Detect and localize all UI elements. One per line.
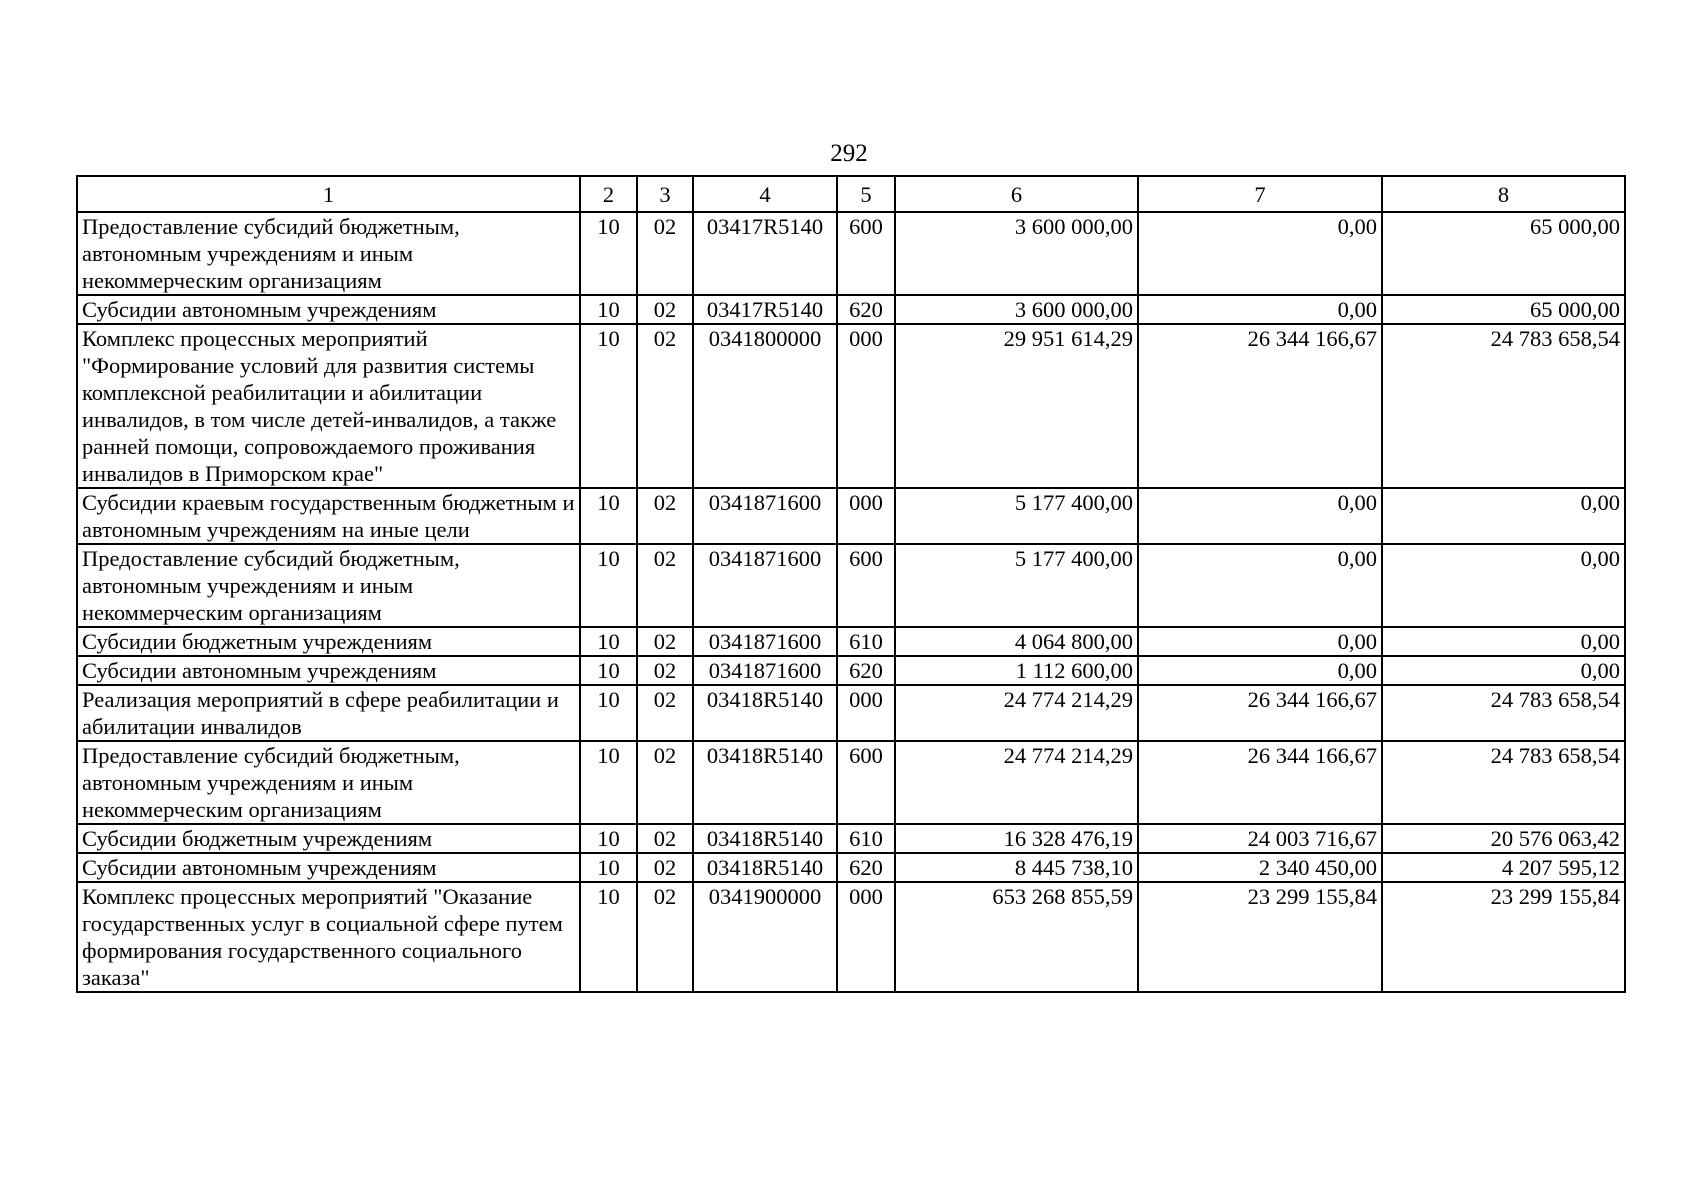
subsection-cell: 02 — [637, 212, 693, 295]
subsection-cell: 02 — [637, 824, 693, 853]
amount-cell: 4 064 800,00 — [895, 627, 1138, 656]
expense-type-cell: 620 — [837, 295, 895, 324]
subsection-cell: 02 — [637, 627, 693, 656]
row-name-cell: Субсидии автономным учреждениям — [77, 295, 580, 324]
amount-cell: 24 783 658,54 — [1382, 685, 1625, 741]
row-name-cell: Субсидии краевым государственным бюджетным и автономным учреждениям на иные цели — [77, 488, 580, 544]
table-row — [77, 741, 1625, 824]
table-row — [77, 853, 1625, 882]
amount-cell: 26 344 166,67 — [1138, 741, 1382, 824]
amount-cell: 0,00 — [1382, 488, 1625, 544]
column-header: 6 — [895, 176, 1138, 212]
subsection-cell: 02 — [637, 544, 693, 627]
amount-cell: 65 000,00 — [1382, 212, 1625, 295]
subsection-cell: 02 — [637, 488, 693, 544]
row-name-cell: Субсидии автономным учреждениям — [77, 656, 580, 685]
target-article-cell: 0341800000 — [693, 324, 837, 488]
column-header: 2 — [580, 176, 637, 212]
amount-cell: 65 000,00 — [1382, 295, 1625, 324]
section-cell: 10 — [580, 741, 637, 824]
row-name-cell: Субсидии бюджетным учреждениям — [77, 627, 580, 656]
target-article-cell: 0341871600 — [693, 656, 837, 685]
table-body — [77, 212, 1625, 992]
column-header: 4 — [693, 176, 837, 212]
section-cell: 10 — [580, 656, 637, 685]
expense-type-cell: 620 — [837, 656, 895, 685]
expense-type-cell: 000 — [837, 685, 895, 741]
table-row — [77, 295, 1625, 324]
expense-type-cell: 610 — [837, 627, 895, 656]
amount-cell: 3 600 000,00 — [895, 295, 1138, 324]
table-row — [77, 824, 1625, 853]
amount-cell: 24 003 716,67 — [1138, 824, 1382, 853]
target-article-cell: 03418R5140 — [693, 685, 837, 741]
amount-cell: 24 783 658,54 — [1382, 741, 1625, 824]
amount-cell: 24 783 658,54 — [1382, 324, 1625, 488]
row-name-cell: Комплекс процессных мероприятий "Формирование условий для развития системы комплексной реабилитации и абилитации инвалидов, в том числе детей-инвалидов, а также ранней помощи, сопровождаемого проживания инвалидов в Приморском крае" — [77, 324, 580, 488]
expense-type-cell: 600 — [837, 741, 895, 824]
table-row — [77, 488, 1625, 544]
expense-type-cell: 000 — [837, 324, 895, 488]
subsection-cell: 02 — [637, 853, 693, 882]
target-article-cell: 0341871600 — [693, 544, 837, 627]
target-article-cell: 03418R5140 — [693, 741, 837, 824]
section-cell: 10 — [580, 212, 637, 295]
expense-type-cell: 600 — [837, 544, 895, 627]
amount-cell: 0,00 — [1382, 544, 1625, 627]
table-row — [77, 882, 1625, 992]
target-article-cell: 0341871600 — [693, 488, 837, 544]
amount-cell: 0,00 — [1138, 544, 1382, 627]
section-cell: 10 — [580, 824, 637, 853]
amount-cell: 24 774 214,29 — [895, 685, 1138, 741]
row-name-cell: Реализация мероприятий в сфере реабилитации и абилитации инвалидов — [77, 685, 580, 741]
table-row — [77, 656, 1625, 685]
amount-cell: 4 207 595,12 — [1382, 853, 1625, 882]
amount-cell: 5 177 400,00 — [895, 488, 1138, 544]
section-cell: 10 — [580, 295, 637, 324]
column-header: 5 — [837, 176, 895, 212]
budget-table — [76, 175, 1626, 993]
subsection-cell: 02 — [637, 882, 693, 992]
target-article-cell: 0341900000 — [693, 882, 837, 992]
target-article-cell: 03418R5140 — [693, 824, 837, 853]
amount-cell: 29 951 614,29 — [895, 324, 1138, 488]
amount-cell: 0,00 — [1138, 656, 1382, 685]
amount-cell: 26 344 166,67 — [1138, 324, 1382, 488]
target-article-cell: 0341871600 — [693, 627, 837, 656]
table-row — [77, 212, 1625, 295]
subsection-cell: 02 — [637, 741, 693, 824]
section-cell: 10 — [580, 324, 637, 488]
table-row — [77, 544, 1625, 627]
expense-type-cell: 620 — [837, 853, 895, 882]
amount-cell: 0,00 — [1138, 627, 1382, 656]
amount-cell: 20 576 063,42 — [1382, 824, 1625, 853]
amount-cell: 2 340 450,00 — [1138, 853, 1382, 882]
amount-cell: 23 299 155,84 — [1138, 882, 1382, 992]
amount-cell: 24 774 214,29 — [895, 741, 1138, 824]
column-header: 1 — [77, 176, 580, 212]
target-article-cell: 03418R5140 — [693, 853, 837, 882]
amount-cell: 0,00 — [1138, 212, 1382, 295]
row-name-cell: Предоставление субсидий бюджетным, автономным учреждениям и иным некоммерческим организациям — [77, 212, 580, 295]
subsection-cell: 02 — [637, 656, 693, 685]
target-article-cell: 03417R5140 — [693, 295, 837, 324]
amount-cell: 3 600 000,00 — [895, 212, 1138, 295]
table-row — [77, 324, 1625, 488]
amount-cell: 23 299 155,84 — [1382, 882, 1625, 992]
row-name-cell: Предоставление субсидий бюджетным, автономным учреждениям и иным некоммерческим организациям — [77, 741, 580, 824]
section-cell: 10 — [580, 544, 637, 627]
row-name-cell: Комплекс процессных мероприятий "Оказание государственных услуг в социальной сфере путем формирования государственного социального заказа" — [77, 882, 580, 992]
row-name-cell: Предоставление субсидий бюджетным, автономным учреждениям и иным некоммерческим организациям — [77, 544, 580, 627]
section-cell: 10 — [580, 882, 637, 992]
subsection-cell: 02 — [637, 685, 693, 741]
amount-cell: 5 177 400,00 — [895, 544, 1138, 627]
row-name-cell: Субсидии автономным учреждениям — [77, 853, 580, 882]
row-name-cell: Субсидии бюджетным учреждениям — [77, 824, 580, 853]
subsection-cell: 02 — [637, 295, 693, 324]
section-cell: 10 — [580, 685, 637, 741]
column-header: 3 — [637, 176, 693, 212]
target-article-cell: 03417R5140 — [693, 212, 837, 295]
amount-cell: 0,00 — [1138, 488, 1382, 544]
amount-cell: 0,00 — [1382, 627, 1625, 656]
expense-type-cell: 610 — [837, 824, 895, 853]
subsection-cell: 02 — [637, 324, 693, 488]
expense-type-cell: 600 — [837, 212, 895, 295]
amount-cell: 8 445 738,10 — [895, 853, 1138, 882]
section-cell: 10 — [580, 853, 637, 882]
amount-cell: 0,00 — [1382, 656, 1625, 685]
table-row — [77, 627, 1625, 656]
table-row — [77, 685, 1625, 741]
section-cell: 10 — [580, 627, 637, 656]
section-cell: 10 — [580, 488, 637, 544]
column-header: 7 — [1138, 176, 1382, 212]
amount-cell: 26 344 166,67 — [1138, 685, 1382, 741]
amount-cell: 16 328 476,19 — [895, 824, 1138, 853]
amount-cell: 0,00 — [1138, 295, 1382, 324]
expense-type-cell: 000 — [837, 882, 895, 992]
amount-cell: 653 268 855,59 — [895, 882, 1138, 992]
expense-type-cell: 000 — [837, 488, 895, 544]
column-header: 8 — [1382, 176, 1625, 212]
amount-cell: 1 112 600,00 — [895, 656, 1138, 685]
page-number: 292 — [830, 140, 868, 167]
header-row — [77, 176, 1625, 212]
